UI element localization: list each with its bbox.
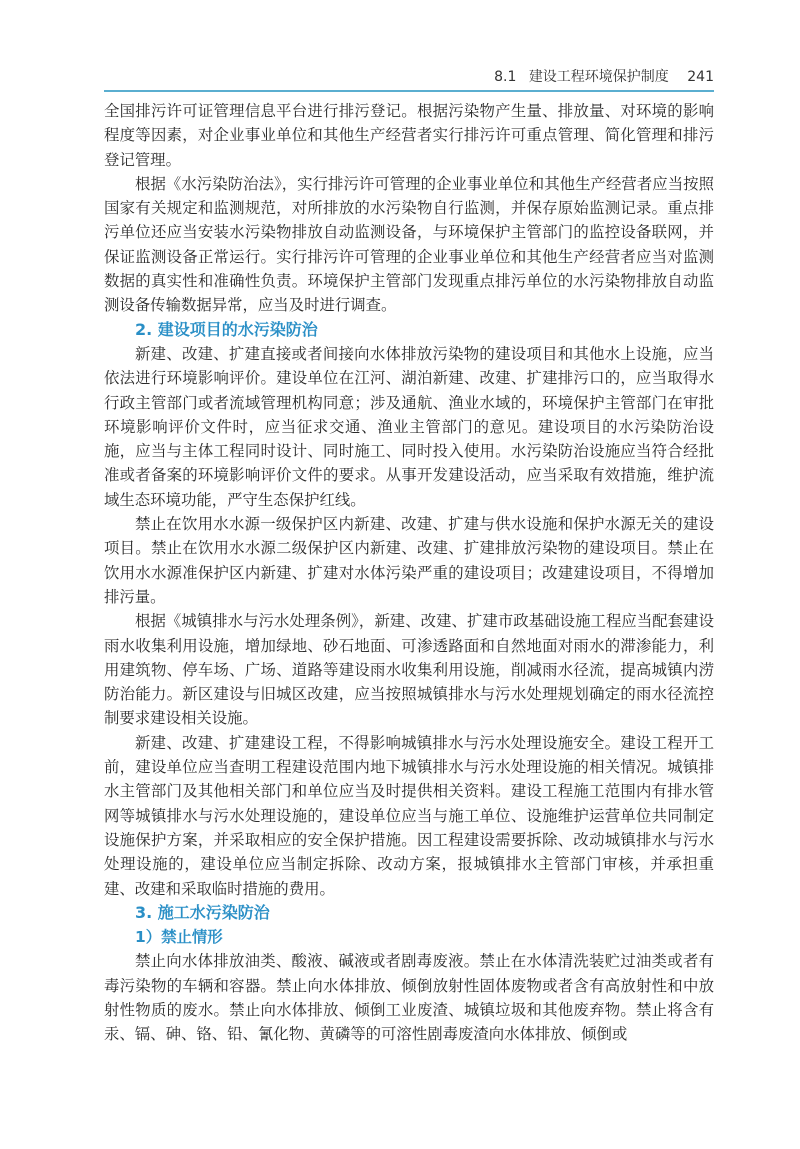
page-number: 241: [687, 69, 714, 85]
paragraph: 禁止向水体排放油类、酸液、碱液或者剧毒废液。禁止在水体清洗装贮过油类或者有毒污染物的车辆和容器。禁止向水体排放、倾倒放射性固体废物或者含有高放射性和中放射性物质的废水。禁止向水体排放、倾倒工业废渣、城镇垃圾和其他废弃物。禁止将含有汞、镉、砷、铬、铅、氰化物、黄磷等的可溶性剧毒废渣向水体排放、倾倒或: [104, 952, 714, 1044]
subsection-heading: 1）禁止情形: [135, 928, 223, 947]
paragraph: 禁止在饮用水水源一级保护区内新建、改建、扩建与供水设施和保护水源无关的建设项目。禁止在饮用水水源二级保护区内新建、改建、扩建排放污染物的建设项目。禁止在饮用水水源准保护区内新建、扩建对水体污染严重的建设项目；改建建设项目，不得增加排污量。: [104, 515, 714, 606]
paragraph: 根据《水污染防治法》，实行排污许可管理的企业事业单位和其他生产经营者应当按照国家有关规定和监测规范，对所排放的水污染物自行监测，并保存原始监测记录。重点排污单位还应当安装水污染物排放自动监测设备，与环境保护主管部门的监控设备联网，并保证监测设备正常运行。实行排污许可管理的企业事业单位和其他生产经营者应当对监测数据的真实性和准确性负责。环境保护主管部门发现重点排污单位的水污染物排放自动监测设备传输数据异常，应当及时进行调查。: [104, 174, 714, 315]
paragraph: 根据《城镇排水与污水处理条例》，新建、改建、扩建市政基础设施工程应当配套建设雨水收集利用设施，增加绿地、砂石地面、可渗透路面和自然地面对雨水的滞渗能力，利用建筑物、停车场、广场、道路等建设雨水收集利用设施，削减雨水径流，提高城镇内涝防治能力。新区建设与旧城区改建，应当按照城镇排水与污水处理规划确定的雨水径流控制要求建设相关设施。: [104, 612, 714, 728]
section-heading: 2. 建设项目的水污染防治: [135, 319, 318, 339]
section-title: 建设工程环境保护制度: [528, 69, 669, 85]
paragraph: 新建、改建、扩建建设工程，不得影响城镇排水与污水处理设施安全。建设工程开工前，建设单位应当查明工程建设范围内地下城镇排水与污水处理设施的相关情况。城镇排水主管部门及其他相关部门和单位应当及时提供相关资料。建设工程施工范围内有排水管网等城镇排水与污水处理设施的，建设单位应当与施工单位、设施维护运营单位共同制定设施保护方案，并采取相应的安全保护措施。因工程建设需要拆除、改动城镇排水与污水处理设施的，建设单位应当制定拆除、改动方案，报城镇排水主管部门审核，并承担重建、改建和采取临时措施的费用。: [104, 733, 714, 898]
paragraph-continued: 全国排污许可证管理信息平台进行排污登记。根据污染物产生量、排放量、对环境的影响程度等因素，对企业事业单位和其他生产经营者实行排污许可重点管理、简化管理和排污登记管理。: [104, 102, 714, 169]
running-head: [494, 66, 714, 86]
section-heading: 3. 施工水污染防治: [135, 902, 270, 922]
page-body: [104, 99, 714, 1047]
page-header: [104, 64, 714, 92]
section-number: 8.1: [494, 69, 517, 85]
paragraph: 新建、改建、扩建直接或者间接向水体排放污染物的建设项目和其他水上设施，应当依法进行环境影响评价。建设单位在江河、湖泊新建、改建、扩建排污口的，应当取得水行政主管部门或者流域管理机构同意；涉及通航、渔业水域的，环境保护主管部门在审批环境影响评价文件时，应当征求交通、渔业主管部门的意见。建设项目的水污染防治设施，应当与主体工程同时设计、同时施工、同时投入使用。水污染防治设施应当符合经批准或者备案的环境影响评价文件的要求。从事开发建设活动，应当采取有效措施，维护流域生态环境功能，严守生态保护红线。: [104, 344, 714, 509]
